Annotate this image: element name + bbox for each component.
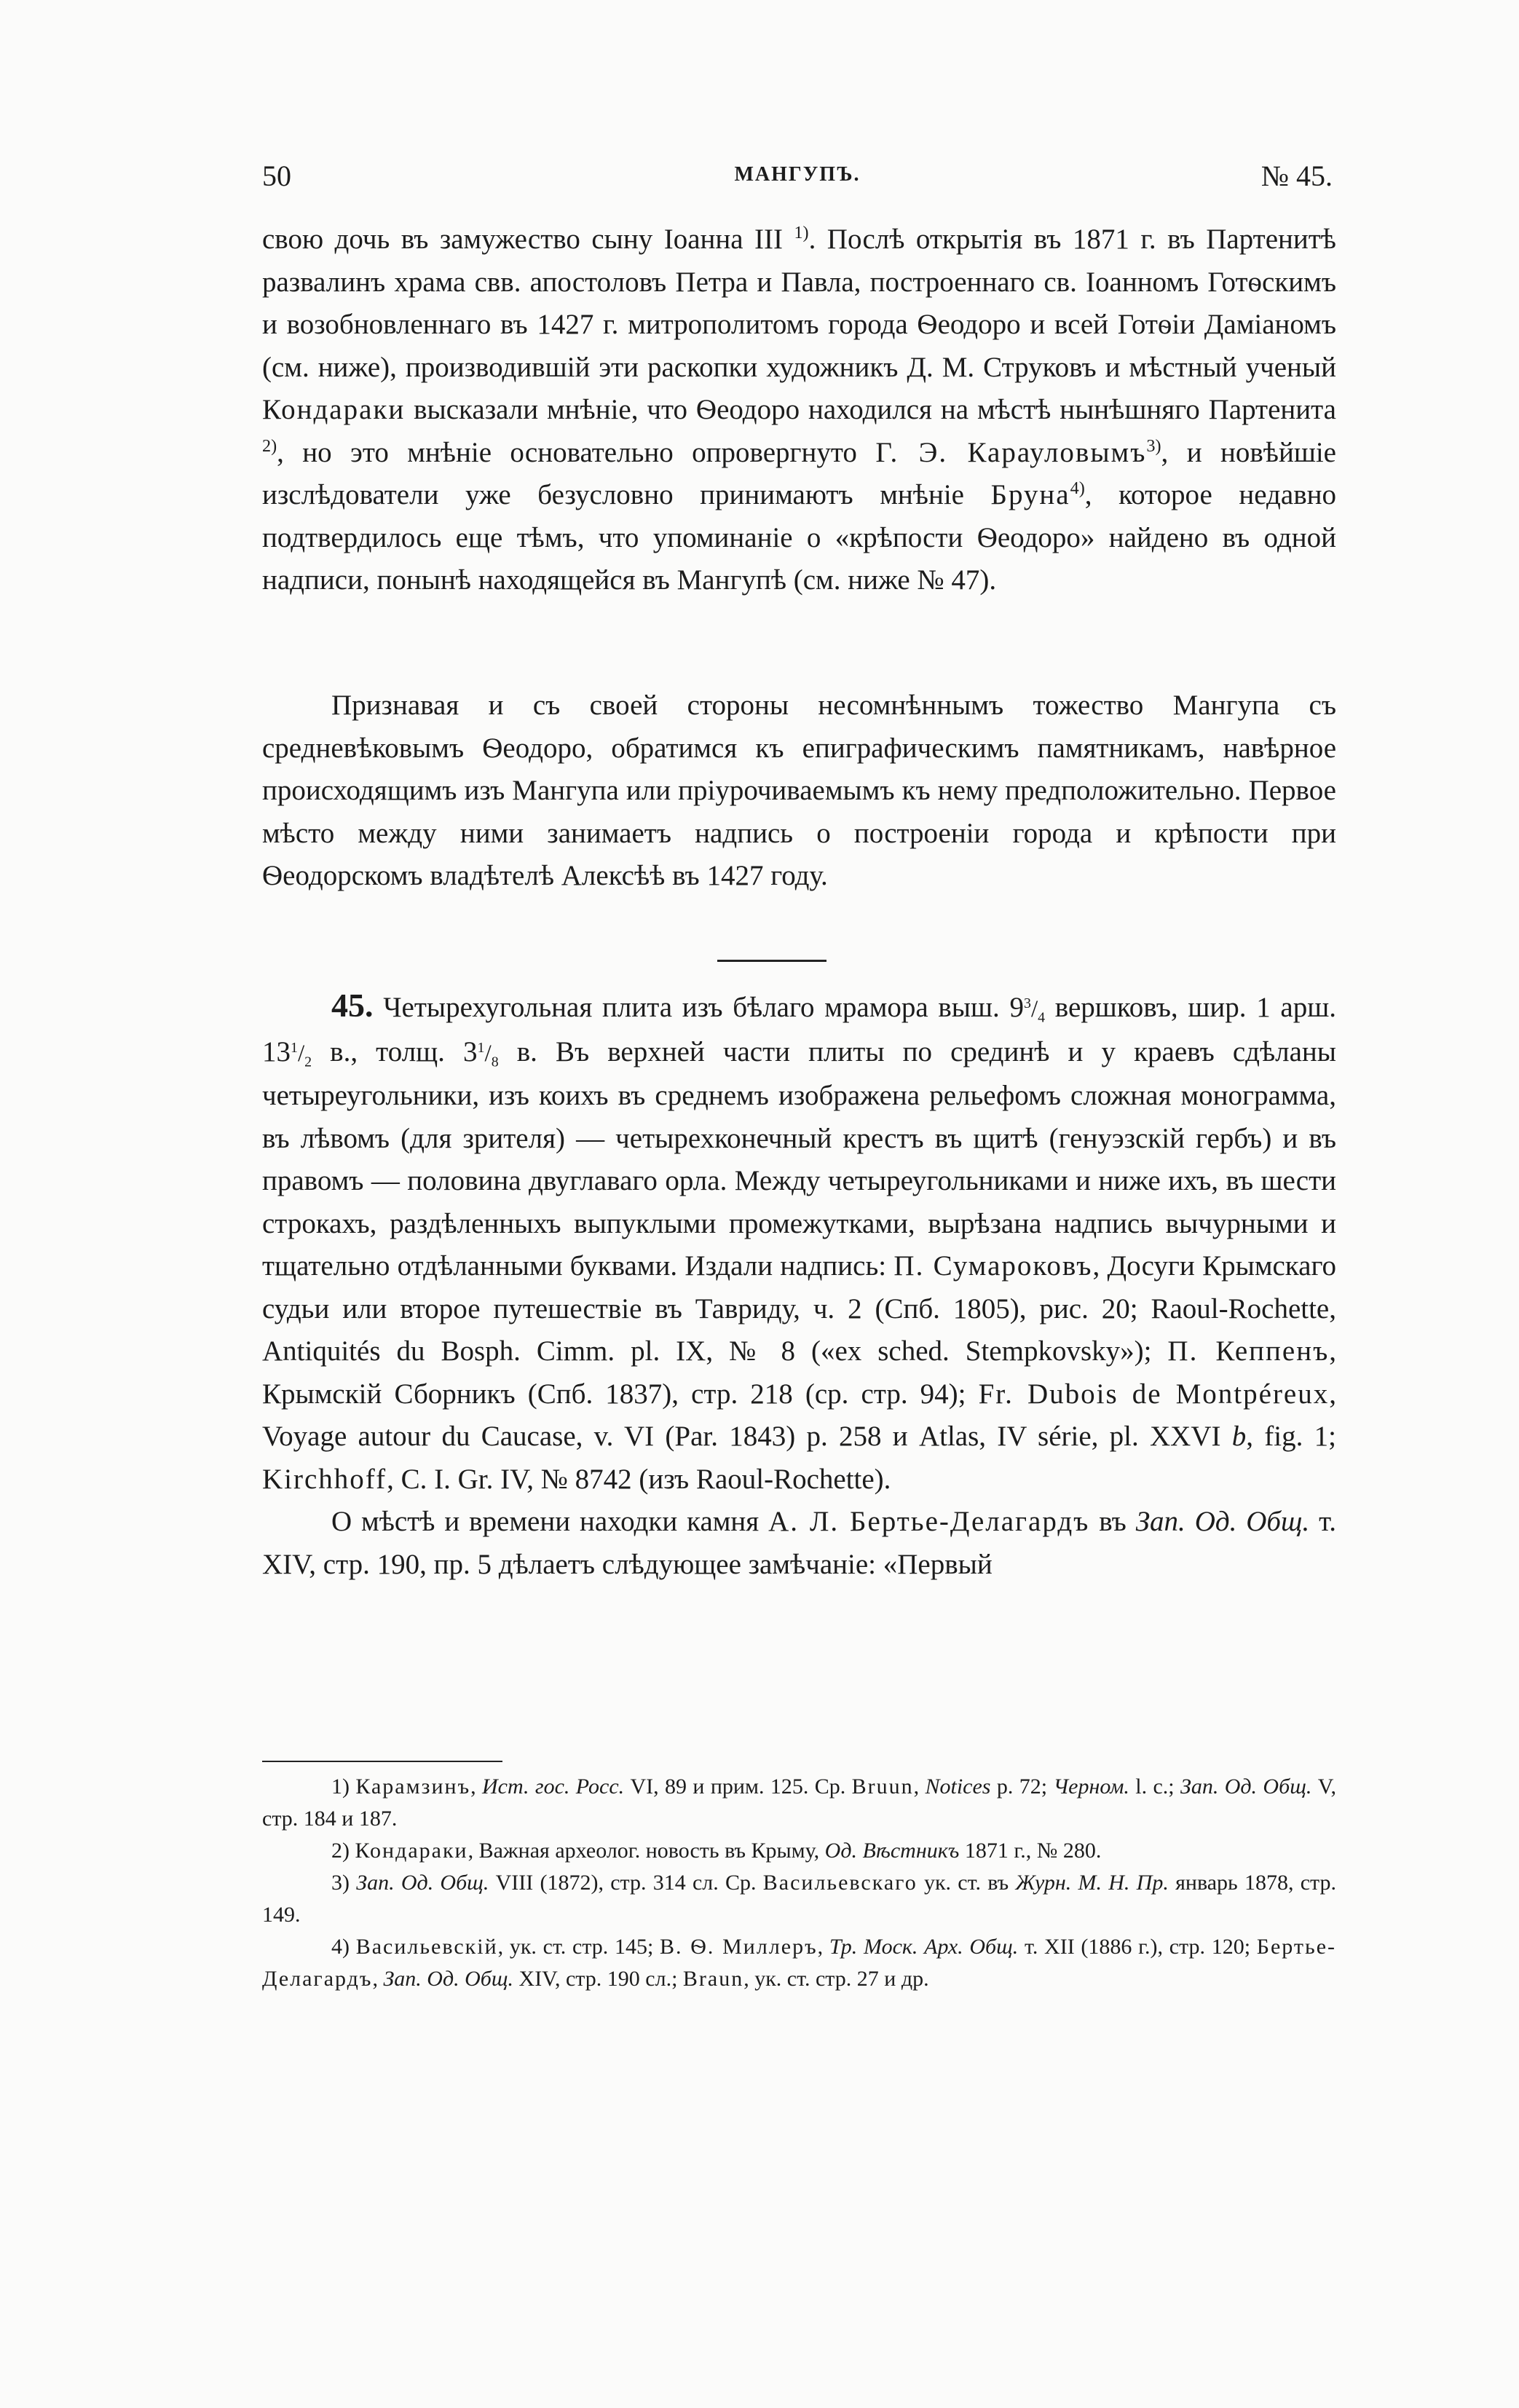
running-header bbox=[262, 159, 1333, 202]
italic-run: Черном. bbox=[1053, 1775, 1129, 1799]
fraction-denominator: 8 bbox=[491, 1054, 499, 1070]
italic-run: Зап. Од. Общ. bbox=[356, 1871, 489, 1895]
text-run: , bbox=[913, 1775, 926, 1799]
fraction-denominator: 4 bbox=[1038, 1009, 1046, 1026]
footnote-3 bbox=[262, 1867, 1336, 1931]
person-name: Карамзинъ bbox=[355, 1775, 471, 1799]
footnote-ref-3: 3) bbox=[1146, 435, 1161, 456]
entry-45 bbox=[262, 984, 1336, 1586]
text-run: , ук. ст. стр. 145; bbox=[497, 1935, 660, 1959]
text-run: VIII (1872), стр. 314 сл. Ср. bbox=[489, 1871, 763, 1895]
text-run: свою дочь въ замужество сыну Іоанна III bbox=[262, 224, 794, 255]
person-name: Г. Э. Карауловымъ bbox=[875, 436, 1147, 468]
footnote-marker: 1) bbox=[331, 1775, 356, 1799]
italic-run: Тр. Моск. Арх. Общ. bbox=[829, 1935, 1019, 1959]
person-name: Raoul-Rochette bbox=[1151, 1292, 1330, 1325]
italic-run: Зап. Од. Общ. bbox=[1180, 1775, 1312, 1799]
fraction-numerator: 1 bbox=[477, 1039, 485, 1056]
fraction-slash: / bbox=[484, 1039, 492, 1067]
text-run: p. 72; bbox=[990, 1775, 1054, 1799]
italic-run: Notices bbox=[925, 1775, 991, 1799]
text-run: , Важная археолог. новость въ Крыму, bbox=[467, 1839, 825, 1863]
paragraph bbox=[262, 1501, 1336, 1586]
person-name: Бертье-Делагардъ bbox=[262, 1935, 1337, 1991]
italic-run: Од. Вѣстникъ bbox=[824, 1839, 960, 1863]
text-run: Четырехугольная плита изъ бѣлаго мрамора выш. 9 bbox=[373, 992, 1024, 1023]
page-number: 50 bbox=[262, 159, 291, 192]
footnote-1 bbox=[262, 1771, 1336, 1835]
person-name: Бруна bbox=[990, 479, 1070, 510]
text-run: XIV, стр. 190 сл.; bbox=[513, 1967, 683, 1991]
entry-number-header: № 45. bbox=[1260, 159, 1333, 192]
person-name: Braun bbox=[682, 1967, 744, 1991]
text-run: т. XII (1886 г.), стр. 120; bbox=[1018, 1935, 1257, 1959]
person-name: П. Сумароковъ bbox=[893, 1250, 1093, 1282]
fraction bbox=[291, 1039, 312, 1070]
footnote-2 bbox=[262, 1835, 1336, 1867]
running-title: МАНГУПЪ. bbox=[734, 163, 861, 186]
footnote-marker: 3) bbox=[331, 1871, 357, 1895]
text-run: январь 1878, стр. 149. bbox=[262, 1871, 1336, 1927]
fraction-slash: / bbox=[1030, 995, 1038, 1022]
text-run: VI, 89 и прим. 125. Ср. bbox=[624, 1775, 852, 1799]
text-run: , bbox=[372, 1967, 384, 1991]
italic-run: b bbox=[1231, 1421, 1247, 1452]
text-run: высказали мнѣніе, что Ѳеодоро находился на мѣстѣ нынѣшняго Партенита bbox=[405, 394, 1336, 425]
second-paragraph-block bbox=[262, 684, 1336, 898]
text-run: в. Въ верхней части плиты по срединѣ и у краевъ сдѣланы четыреугольники, изъ коихъ въ среднемъ изображена рельефомъ сложная монограмма, въ лѣвомъ (для зрителя) — четырехконечный крестъ въ щитѣ (генуэзскій гербъ) и въ правомъ — половина двуглаваго орла. Между четыреугольниками и ниже ихъ, въ шести строкахъ, раздѣленныхъ выпуклыми промежутками, вырѣзана надпись вычурными и тщательно отдѣланными буквами. Издали надпись: bbox=[262, 1035, 1336, 1282]
person-name: В. Ѳ. Миллеръ bbox=[660, 1935, 818, 1959]
text-run: , и новѣйшіе изслѣдователи уже безусловно принимаютъ мнѣніе bbox=[262, 436, 1336, 510]
text-run: , Крымскій Сборникъ (Спб. 1837), стр. 218 (ср. стр. 94); bbox=[262, 1335, 1336, 1410]
text-run: V, стр. 184 и 187. bbox=[262, 1775, 1337, 1831]
entry-number: 45. bbox=[331, 987, 374, 1024]
person-name: Bruun bbox=[851, 1775, 914, 1799]
footnote-ref-1: 1) bbox=[794, 223, 809, 242]
text-run: вершковъ, шир. 1 арш. 13 bbox=[262, 992, 1336, 1067]
entry-description bbox=[262, 984, 1336, 1501]
fraction-denominator: 2 bbox=[304, 1054, 312, 1070]
person-name: Васильевскаго bbox=[762, 1871, 918, 1895]
text-run: , Antiquités du Bosph. Cimm. pl. IX, № 8 («ex sched. Stempkovsky»); bbox=[262, 1292, 1336, 1367]
section-divider bbox=[717, 960, 826, 962]
text-run: , ук. ст. стр. 27 и др. bbox=[743, 1967, 929, 1991]
fraction bbox=[477, 1039, 499, 1070]
fraction-numerator: 3 bbox=[1024, 995, 1031, 1011]
italic-run: Журн. М. Н. Пр. bbox=[1015, 1871, 1169, 1895]
person-name: Васильевскій bbox=[355, 1935, 498, 1959]
paragraph: Признавая и съ своей стороны несомнѣннымъ тожество Мангупа съ средневѣковымъ Ѳеодоро, обратимся къ епиграфическимъ памятникамъ, навѣрное происходящимъ изъ Мангупа или пріурочиваемымъ къ нему предположительно. Первое мѣсто между ними занимаетъ надпись о построеніи города и крѣпости при Ѳеодорскомъ владѣтелѣ Алексѣѣ въ 1427 году. bbox=[262, 690, 1336, 891]
footnotes bbox=[262, 1771, 1336, 1995]
text-run: О мѣстѣ и времени находки камня bbox=[331, 1506, 769, 1537]
footnote-ref-2: 2) bbox=[262, 435, 277, 456]
person-name: Кондараки bbox=[262, 394, 406, 425]
text-run: в., толщ. 3 bbox=[312, 1035, 478, 1067]
text-run: въ bbox=[1089, 1506, 1136, 1537]
person-name: А. Л. Бертье-Делагардъ bbox=[768, 1506, 1090, 1537]
footnote-ref-4: 4) bbox=[1070, 478, 1085, 498]
text-run: , C. I. Gr. IV, № 8742 (изъ Raoul-Rochette). bbox=[387, 1463, 891, 1495]
person-name: Кондараки bbox=[355, 1839, 468, 1863]
text-run: , которое недавно подтвердилось еще тѣмъ, что упоминаніе о «крѣпости Ѳеодоро» найдено въ одной надписи, понынѣ находящейся въ Мангупѣ (см. ниже № 47). bbox=[262, 479, 1336, 596]
paragraph-continued bbox=[262, 218, 1336, 602]
footnote-4 bbox=[262, 1931, 1336, 1995]
fraction bbox=[1024, 995, 1046, 1026]
text-run: . Послѣ открытія въ 1871 г. въ Партенитѣ развалинъ храма свв. апостоловъ Петра и Павла, построеннаго св. Іоанномъ Готѳскимъ и возобновленнаго въ 1427 г. митрополитомъ города Ѳеодоро и всей Готѳіи Даміаномъ (см. ниже), производившій эти раскопки художникъ Д. М. Струковъ и мѣстный ученый bbox=[262, 224, 1336, 383]
footnote-marker: 2) bbox=[331, 1839, 355, 1863]
fraction-slash: / bbox=[297, 1039, 305, 1067]
text-run: , bbox=[470, 1775, 482, 1799]
text-run: l. c.; bbox=[1129, 1775, 1180, 1799]
italic-run: Зап. Од. Общ. bbox=[1135, 1506, 1310, 1537]
text-run: , Досуги Крымскаго судьи или второе путешествіе въ Тавриду, ч. 2 (Спб. 1805), рис. 20; bbox=[262, 1250, 1336, 1325]
footnote-marker: 4) bbox=[331, 1935, 356, 1959]
text-run: , bbox=[817, 1935, 829, 1959]
text-run: , Voyage autour du Caucase, v. VI (Par. 1843) p. 258 и Atlas, IV série, pl. XXVI bbox=[262, 1378, 1336, 1452]
italic-run: Ист. гос. Росс. bbox=[481, 1775, 625, 1799]
person-name: П. Кеппенъ bbox=[1167, 1335, 1330, 1367]
text-run: 1871 г., № 280. bbox=[959, 1839, 1102, 1863]
italic-run: Зап. Од. Общ. bbox=[383, 1967, 514, 1991]
person-name: Kirchhoff bbox=[262, 1463, 387, 1495]
text-run: , fig. 1; bbox=[1246, 1421, 1336, 1452]
text-run: ук. ст. въ bbox=[917, 1871, 1016, 1895]
intro-paragraph-block bbox=[262, 218, 1336, 602]
text-run: , но это мнѣніе основательно опровергнуто bbox=[277, 436, 876, 468]
text-run: т. XIV, стр. 190, пр. 5 дѣлаетъ слѣдующее замѣчаніе: «Первый bbox=[262, 1506, 1336, 1580]
fraction-numerator: 1 bbox=[291, 1039, 298, 1056]
footnote-divider bbox=[262, 1761, 502, 1762]
person-name: Fr. Dubois de Montpéreux bbox=[978, 1378, 1330, 1410]
